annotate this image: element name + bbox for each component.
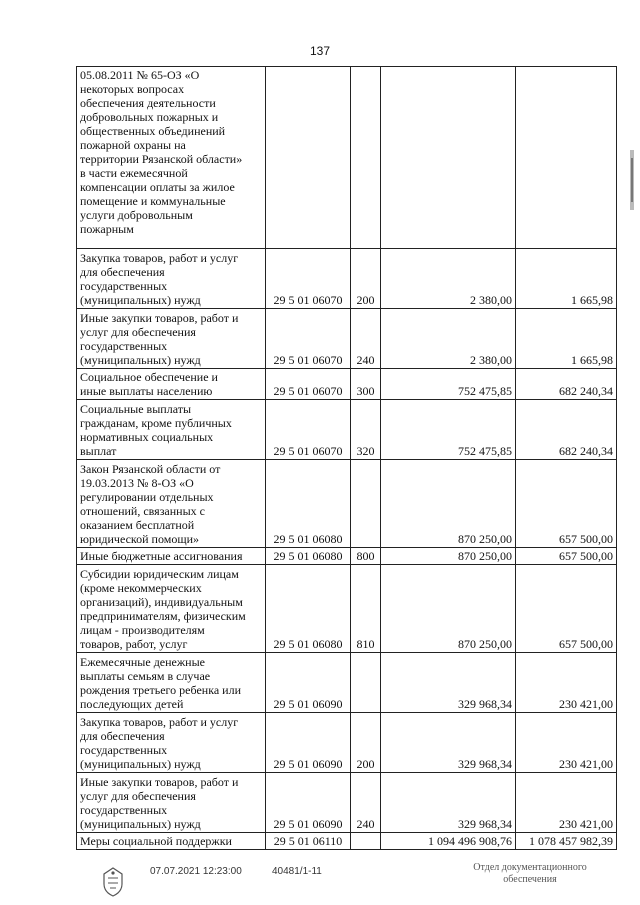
row-name: Иные закупки товаров, работ и услуг для обеспечения государственных (муниципальных) нужд [77,773,266,833]
planned-amount: 752 475,85 [381,369,516,400]
expense-type-code: 800 [351,548,381,565]
table-row [77,548,617,565]
expense-type-code [351,460,381,548]
executed-amount: 657 500,00 [516,460,617,548]
target-article-code: 29 5 01 06080 [266,460,351,548]
row-name: Закон Рязанской области от 19.03.2013 № 8-ОЗ «О регулировании отдельных отношений, связанных с оказанием бесплатной юридической помощи» [77,460,266,548]
table-row [77,773,617,833]
row-name: Закупка товаров, работ и услуг для обеспечения государственных (муниципальных) нужд [77,713,266,773]
table-row [77,565,617,653]
expense-type-code: 320 [351,400,381,460]
table-row [77,67,617,249]
table-row [77,369,617,400]
executed-amount: 230 421,00 [516,773,617,833]
target-article-code: 29 5 01 06070 [266,249,351,309]
target-article-code: 29 5 01 06080 [266,548,351,565]
expense-type-code: 240 [351,309,381,369]
expense-type-code [351,653,381,713]
planned-amount [381,67,516,249]
row-name: Ежемесячные денежные выплаты семьям в случае рождения третьего ребенка или последующих детей [77,653,266,713]
row-name: Социальное обеспечение и иные выплаты населению [77,369,266,400]
executed-amount: 682 240,34 [516,400,617,460]
row-name: Субсидии юридическим лицам (кроме некоммерческих организаций), индивидуальным предпринимателям, физическим лицам - производителям товаров, работ, услуг [77,565,266,653]
scan-edge-mark [628,150,636,210]
target-article-code: 29 5 01 06080 [266,565,351,653]
executed-amount: 657 500,00 [516,548,617,565]
expense-type-code: 810 [351,565,381,653]
expense-type-code: 240 [351,773,381,833]
planned-amount: 752 475,85 [381,400,516,460]
table-row [77,713,617,773]
executed-amount: 230 421,00 [516,713,617,773]
target-article-code: 29 5 01 06090 [266,653,351,713]
planned-amount: 2 380,00 [381,309,516,369]
row-name: Закупка товаров, работ и услуг для обеспечения государственных (муниципальных) нужд [77,249,266,309]
target-article-code: 29 5 01 06070 [266,309,351,369]
executed-amount: 657 500,00 [516,565,617,653]
table-row [77,653,617,713]
target-article-code: 29 5 01 06110 [266,833,351,850]
expense-type-code: 300 [351,369,381,400]
registration-number: 40481/1-11 [272,866,322,877]
planned-amount: 329 968,34 [381,773,516,833]
executed-amount: 1 665,98 [516,249,617,309]
planned-amount: 870 250,00 [381,460,516,548]
row-name: Иные бюджетные ассигнования [77,548,266,565]
table-row [77,833,617,850]
planned-amount: 1 094 496 908,76 [381,833,516,850]
row-name: Меры социальной поддержки [77,833,266,850]
target-article-code: 29 5 01 06090 [266,773,351,833]
planned-amount: 329 968,34 [381,713,516,773]
page-footer [0,862,640,902]
planned-amount: 329 968,34 [381,653,516,713]
row-name: Иные закупки товаров, работ и услуг для обеспечения государственных (муниципальных) нужд [77,309,266,369]
target-article-code: 29 5 01 06070 [266,369,351,400]
table-row [77,309,617,369]
executed-amount: 1 078 457 982,39 [516,833,617,850]
executed-amount [516,67,617,249]
target-article-code: 29 5 01 06090 [266,713,351,773]
table-row [77,249,617,309]
registration-timestamp: 07.07.2021 12:23:00 [150,866,242,877]
expense-type-code [351,833,381,850]
planned-amount: 870 250,00 [381,548,516,565]
expense-type-code: 200 [351,249,381,309]
executed-amount: 230 421,00 [516,653,617,713]
executed-amount: 1 665,98 [516,309,617,369]
budget-table [76,66,617,850]
target-article-code: 29 5 01 06070 [266,400,351,460]
page-number: 137 [309,44,331,58]
expense-type-code [351,67,381,249]
department-stamp: Отдел документационного обеспечения [473,862,587,885]
target-article-code [266,67,351,249]
planned-amount: 870 250,00 [381,565,516,653]
planned-amount: 2 380,00 [381,249,516,309]
coat-of-arms-icon [98,866,128,901]
executed-amount: 682 240,34 [516,369,617,400]
row-name: 05.08.2011 № 65-ОЗ «О некоторых вопросах обеспечения деятельности добровольных пожарных и общественных объединений пожарной охраны на территории Рязанской области» в части ежемесячной компенсации оплаты за жилое помещение и коммунальные услуги добровольным пожарным [77,67,266,249]
table-row [77,460,617,548]
row-name: Социальные выплаты гражданам, кроме публичных нормативных социальных выплат [77,400,266,460]
expense-type-code: 200 [351,713,381,773]
table-row [77,400,617,460]
